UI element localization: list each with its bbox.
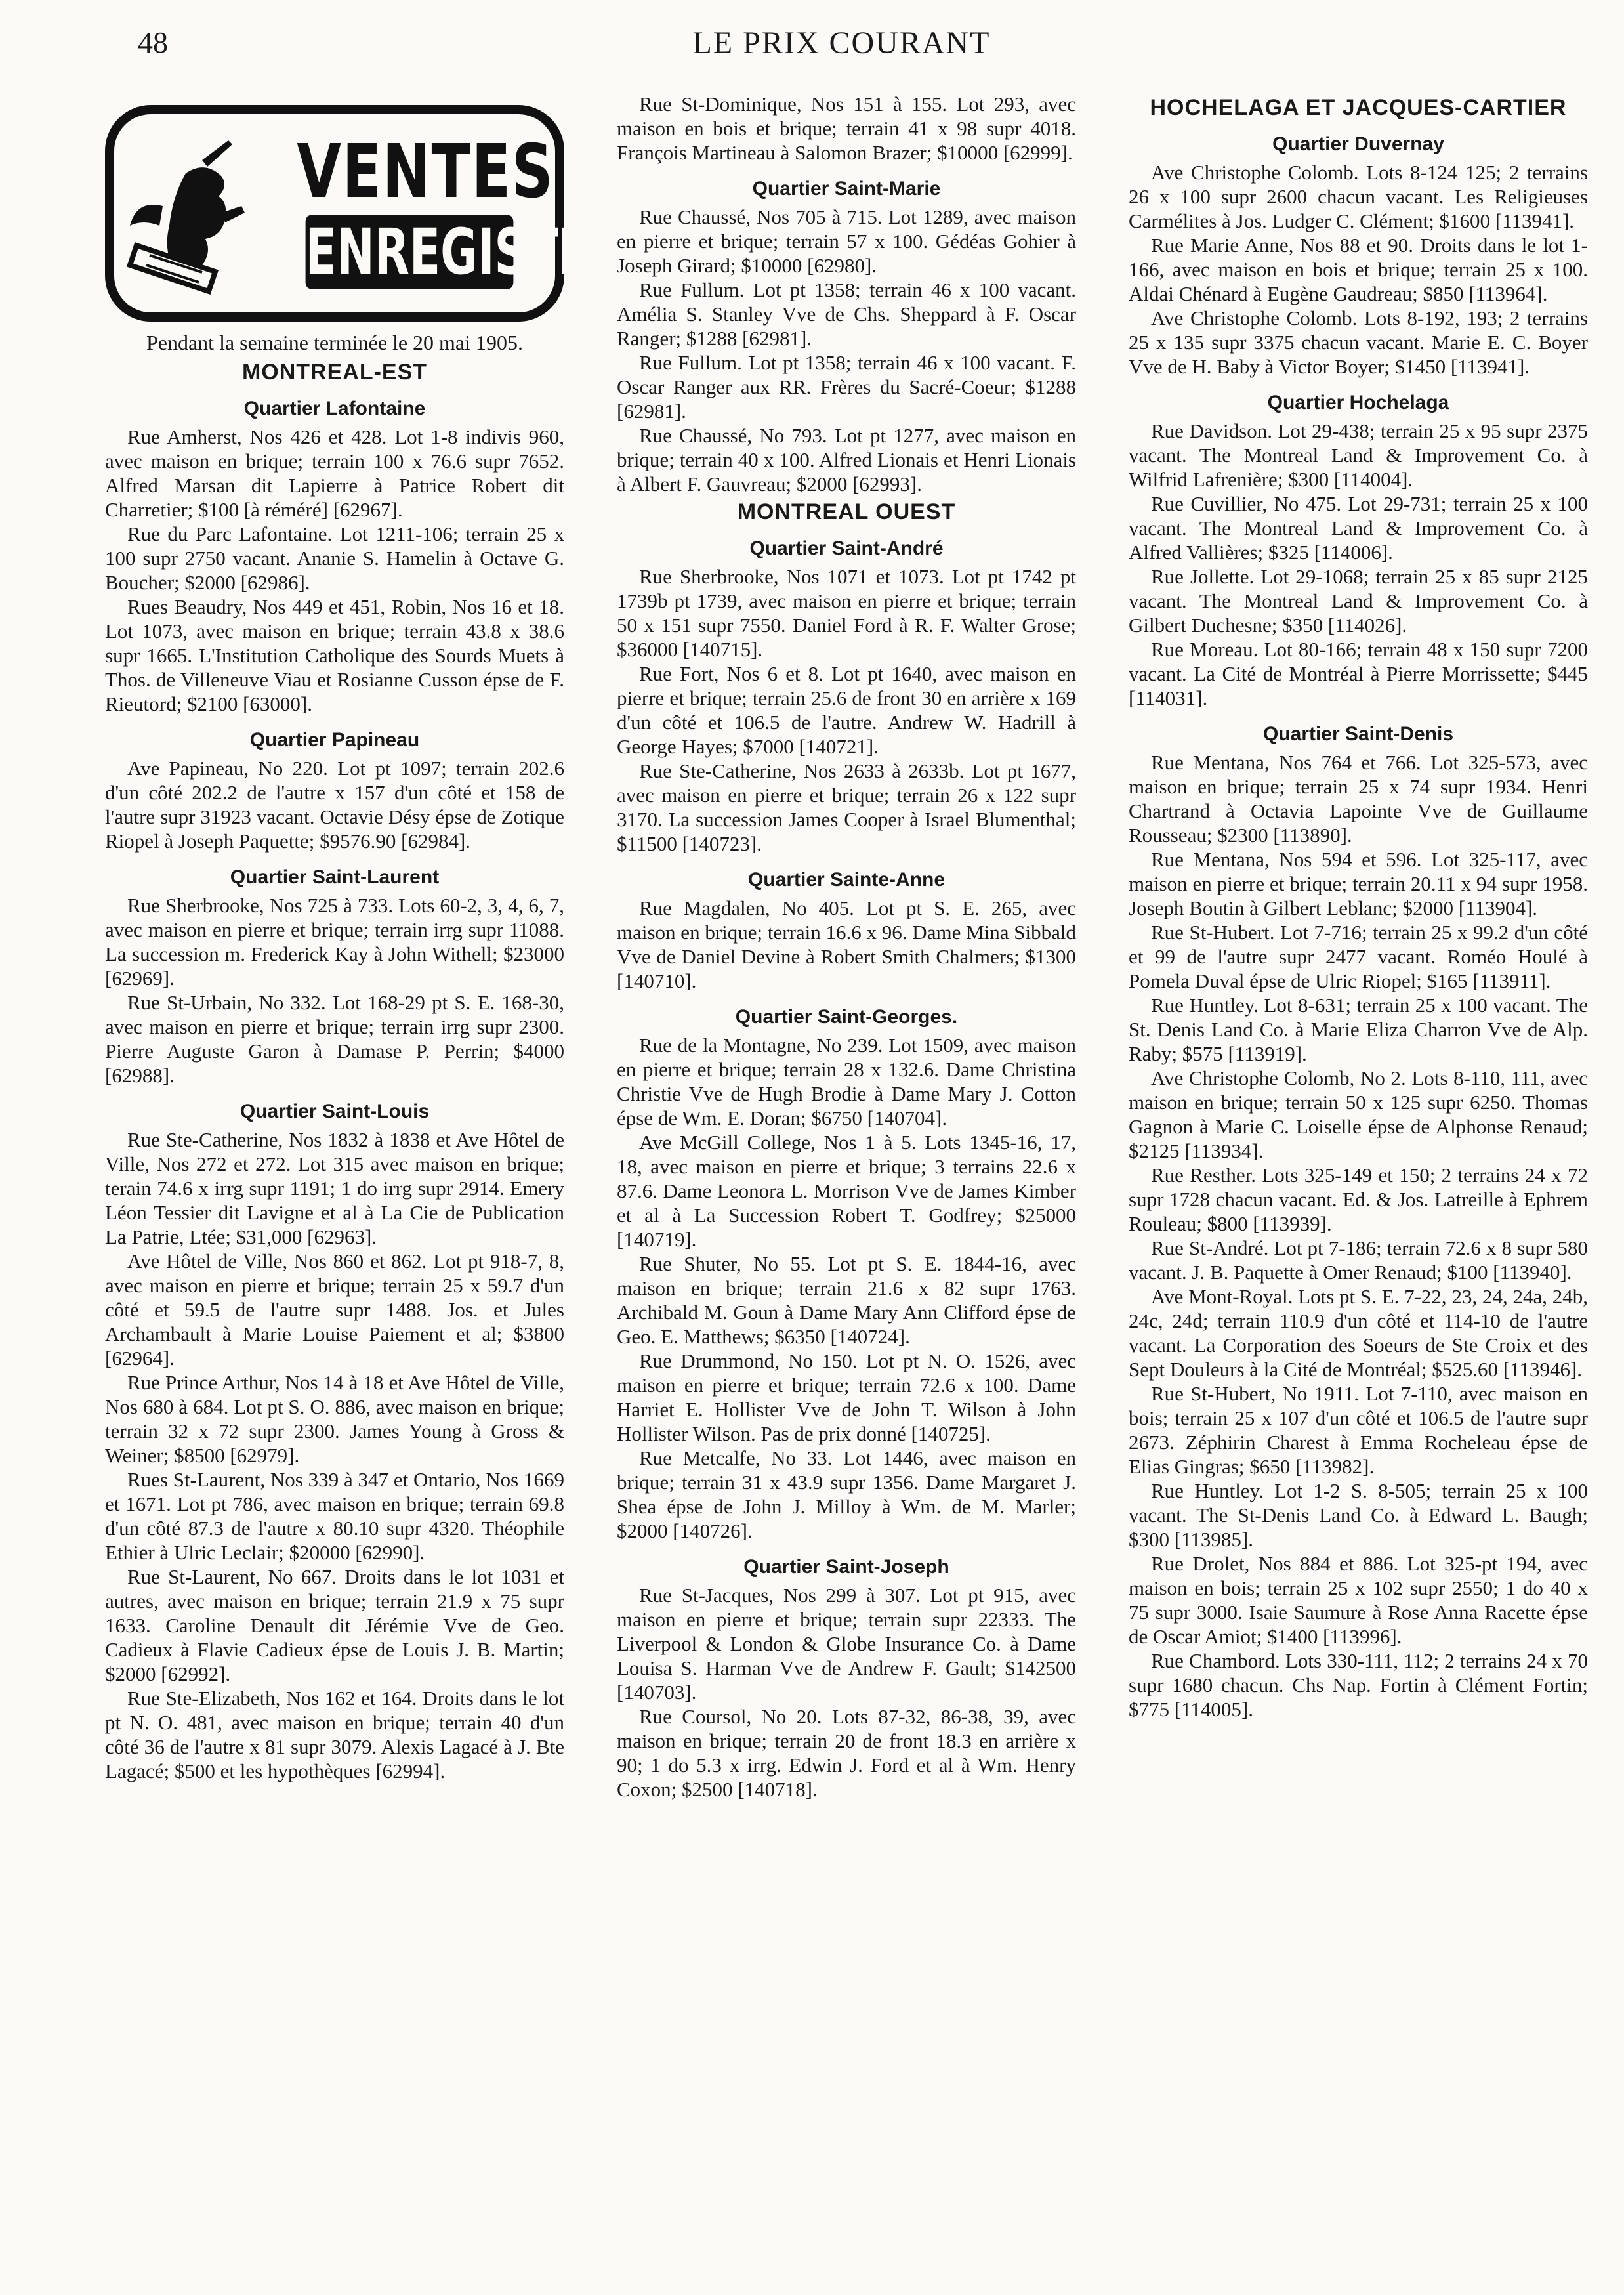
district-heading: HOCHELAGA ET JACQUES-CARTIER xyxy=(1150,95,1567,120)
sale-entry: Rue Mentana, Nos 594 et 596. Lot 325-117, avec maison en pierre et brique; terrain 20.11 x 94 supr 1958. Joseph Boutin à Gilbert Leblanc; $2000 [113904]. xyxy=(1129,848,1588,919)
sale-entry: Rue Ste-Catherine, Nos 2633 à 2633b. Lot pt 1677, avec maison en pierre et brique; terrain 26 x 122 supr 3170. La succession James Cooper à Israel Blumenthal; $11500 [140723]. xyxy=(617,759,1076,855)
district-heading: MONTREAL OUEST xyxy=(737,499,956,524)
logo-line-enregistrees: ENREGISTRÉES xyxy=(305,215,688,289)
quarter-heading: Quartier Sainte-Anne xyxy=(747,869,946,891)
quarter-heading: Quartier Saint-André xyxy=(749,537,944,559)
sale-entry: Rue Ste-Elizabeth, Nos 162 et 164. Droits dans le lot pt N. O. 481, avec maison en brique; terrain 40 d'un côté 36 de l'autre x 81 supr 3079. Alexis Lagacé à J. Bte Lagacé; $500 et les hypothèques [62994]. xyxy=(105,1687,564,1782)
sale-entry: Ave Christophe Colomb, No 2. Lots 8-110, 111, avec maison en brique; terrain 50 x 125 supr 6250. Thomas Gagnon à Marie C. Loiselle épse de Alphonse Renaud; $2125 [113934]. xyxy=(1129,1066,1588,1162)
sale-entry: Rue St-Urbain, No 332. Lot 168-29 pt S. E. 168-30, avec maison en pierre et brique; terrain irrg supr 2300. Pierre Auguste Garon à Damase P. Perrin; $4000 [62988]. xyxy=(105,991,564,1087)
sale-entry: Rue Mentana, Nos 764 et 766. Lot 325-573, avec maison en brique; terrain 25 x 74 supr 1934. Henri Chartrand à Octavia Lapointe Vve de Guillaume Rousseau; $2300 [113890]. xyxy=(1129,751,1588,847)
page-header xyxy=(112,12,1572,64)
sale-entry: Rue Fort, Nos 6 et 8. Lot pt 1640, avec maison en pierre et brique; terrain 25.6 de front 30 en arrière x 169 d'un côté et 106.5 de l'autre. Andrew W. Hadrill à George Hayes; $7000 [140721]. xyxy=(617,662,1076,758)
ventes-enregistrees-logo xyxy=(105,105,688,322)
sale-entry: Rue Drummond, No 150. Lot pt N. O. 1526, avec maison en pierre et brique; terrain 72.6 x 100. Dame Harriet E. Hollister Vve de John T. Wilson à John Hollister Wilson. Pas de prix donné [140725]. xyxy=(617,1349,1076,1445)
quarter-heading: Quartier Saint-Marie xyxy=(752,178,941,200)
column-1-entries xyxy=(105,360,564,1783)
sale-entry: Rue Resther. Lots 325-149 et 150; 2 terrains 24 x 72 supr 1728 chacun vacant. Ed. & Jos. Latreille à Ephrem Rouleau; $800 [113939]. xyxy=(1129,1164,1588,1235)
sale-entry: Rue Chaussé, No 793. Lot pt 1277, avec maison en brique; terrain 40 x 100. Alfred Lionais et Henri Lionais à Albert F. Gauvreau; $2000 [62993]. xyxy=(617,424,1076,495)
sale-entry: Rue Prince Arthur, Nos 14 à 18 et Ave Hôtel de Ville, Nos 680 à 684. Lot pt S. O. 886, avec maison en brique; terrain 32 x 72 supr 2300. James Young à Gross & Weiner; $8500 [62979]. xyxy=(105,1371,564,1467)
sale-entry: Ave Christophe Colomb. Lots 8-124 125; 2 terrains 26 x 100 supr 2600 chacun vacant. Les Religieuses Carmélites à Jos. Ludger C. Clément; $1600 [113941]. xyxy=(1129,161,1588,232)
logo-line-ventes: VENTES xyxy=(297,129,554,215)
quarter-heading: Quartier Hochelaga xyxy=(1267,392,1449,413)
column-3-entries xyxy=(1129,96,1588,1721)
quarter-heading: Quartier Duvernay xyxy=(1272,133,1444,155)
sale-entry: Rue Chambord. Lots 330-111, 112; 2 terrains 24 x 70 supr 1680 chacun. Chs Nap. Fortin à Clément Fortin; $775 [114005]. xyxy=(1129,1649,1588,1721)
sale-entry: Rue Amherst, Nos 426 et 428. Lot 1-8 indivis 960, avec maison en brique; terrain 100 x 76.6 supr 7652. Alfred Marsan dit Lapierre à Patrice Robert dit Charretier; $100 [à réméré] [62967]. xyxy=(105,425,564,521)
quarter-heading: Quartier Papineau xyxy=(249,729,420,751)
sale-entry: Rues St-Laurent, Nos 339 à 347 et Ontario, Nos 1669 et 1671. Lot pt 786, avec maison en brique; terrain 69.8 d'un côté 87.3 de l'autre x 80.10 supr 4320. Théophile Ethier à Ulric Leclair; $20000 [62990]. xyxy=(105,1468,564,1564)
quarter-heading: Quartier Lafontaine xyxy=(243,398,426,419)
sale-entry: Rue Davidson. Lot 29-438; terrain 25 x 95 supr 2375 vacant. The Montreal Land & Improvement Co. à Wilfrid Lafrenière; $300 [114004]. xyxy=(1129,419,1588,491)
sale-entry: Rue Shuter, No 55. Lot pt S. E. 1844-16, avec maison en brique; terrain 21.6 x 82 supr 1763. Archibald M. Goun à Dame Mary Ann Clifford épse de Geo. E. Matthews; $6350 [140724]. xyxy=(617,1252,1076,1348)
sale-entry: Rue Fullum. Lot pt 1358; terrain 46 x 100 vacant. F. Oscar Ranger aux RR. Frères du Sacré-Coeur; $1288 [62981]. xyxy=(617,351,1076,423)
quill-writer-icon xyxy=(123,134,255,305)
quarter-heading: Quartier Saint-Joseph xyxy=(743,1556,949,1578)
sale-entry: Rue St-Jacques, Nos 299 à 307. Lot pt 915, avec maison en pierre et brique; terrain supr 22333. The Liverpool & London & Globe Insurance Co. à Dame Louisa S. Harman Vve de Andrew F. Gault; $142500 [140703]. xyxy=(617,1584,1076,1704)
sale-entry: Rue Sherbrooke, Nos 1071 et 1073. Lot pt 1742 pt 1739b pt 1739, avec maison en pierre et brique; terrain 50 x 151 supr 7550. Daniel Ford à R. F. Walter Grose; $36000 [140715]. xyxy=(617,565,1076,661)
sale-entry: Rue St-Laurent, No 667. Droits dans le lot 1031 et autres, avec maison en brique; terrain 21.9 x 75 supr 1633. Caroline Denault dit Jérémie Vve de Geo. Cadieux à Flavie Cadieux épse de Louis J. B. Martin; $2000 [62992]. xyxy=(105,1565,564,1685)
page-columns xyxy=(105,92,1621,2284)
sale-entry: Ave McGill College, Nos 1 à 5. Lots 1345-16, 17, 18, avec maison en pierre et brique; 3 terrains 22.6 x 87.6. Dame Leonora L. Morrison Vve de James Kimber et al à La Succession Robert T. Godfrey; $25000 [140719]. xyxy=(617,1131,1076,1251)
sale-entry: Rue Chaussé, Nos 705 à 715. Lot 1289, avec maison en pierre et brique; terrain 57 x 100. Gédéas Gohier à Joseph Girard; $10000 [62980]. xyxy=(617,205,1076,277)
column-2 xyxy=(617,92,1076,1801)
week-intro: Pendant la semaine terminée le 20 mai 1905. xyxy=(146,331,524,354)
sale-entry: Rue Metcalfe, No 33. Lot 1446, avec maison en brique; terrain 31 x 43.9 supr 1356. Dame Margaret J. Shea épse de John J. Milloy à Wm. de M. Marler; $2000 [140726]. xyxy=(617,1446,1076,1542)
column-1 xyxy=(105,92,688,1783)
column-3 xyxy=(1129,92,1588,1721)
sale-entry: Ave Christophe Colomb. Lots 8-192, 193; 2 terrains 25 x 135 supr 3375 chacun vacant. Marie E. C. Boyer Vve de H. Baby à Victor Boyer; $1450 [113941]. xyxy=(1129,306,1588,378)
sale-entry: Rue St-André. Lot pt 7-186; terrain 72.6 x 8 supr 580 vacant. J. B. Paquette à Omer Renaud; $100 [113940]. xyxy=(1129,1236,1588,1284)
logo-text xyxy=(265,129,688,289)
page-number: 48 xyxy=(138,26,168,59)
sale-entry: Rues Beaudry, Nos 449 et 451, Robin, Nos 16 et 18. Lot 1073, avec maison en brique; terrain 43.8 x 38.6 supr 1665. L'Institution Catholique des Sourds Muets à Thos. de Villeneuve Viau et Rosianne Cusson épse de F. Rieutord; $2100 [63000]. xyxy=(105,595,564,715)
sale-entry: Ave Hôtel de Ville, Nos 860 et 862. Lot pt 918-7, 8, avec maison en pierre et brique; terrain 25 x 59.7 d'un côté et 59.5 de l'autre supr 1488. Jos. et Jules Archambault à Marie Louise Paiement et al; $3800 [62964]. xyxy=(105,1250,564,1370)
sale-entry: Rue Drolet, Nos 884 et 886. Lot 325-pt 194, avec maison en bois; terrain 25 x 102 supr 2550; 1 do 40 x 75 supr 3000. Isaie Saumure à Rose Anna Racette épse de Oscar Amiot; $1400 [113996]. xyxy=(1129,1552,1588,1648)
sale-entry: Rue St-Dominique, Nos 151 à 155. Lot 293, avec maison en bois et brique; terrain 41 x 98 supr 4018. François Martineau à Salomon Brazer; $10000 [62999]. xyxy=(617,93,1076,164)
sale-entry: Rue de la Montagne, No 239. Lot 1509, avec maison en pierre et brique; terrain 28 x 132.6. Dame Christina Christie Vve de Hugh Brodie à Dame Mary J. Cotton épse de Wm. E. Doran; $6750 [140704]. xyxy=(617,1034,1076,1129)
quarter-heading: Quartier Saint-Laurent xyxy=(230,866,440,888)
sale-entry: Rue Cuvillier, No 475. Lot 29-731; terrain 25 x 100 vacant. The Montreal Land & Improvement Co. à Alfred Vallières; $325 [114006]. xyxy=(1129,492,1588,564)
sale-entry: Rue Huntley. Lot 8-631; terrain 25 x 100 vacant. The St. Denis Land Co. à Marie Eliza Charron Vve de Alp. Raby; $575 [113919]. xyxy=(1129,994,1588,1065)
sale-entry: Ave Mont-Royal. Lots pt S. E. 7-22, 23, 24, 24a, 24b, 24c, 24d; terrain 110.9 d'un côté et 114-10 de l'autre vacant. La Corporation des Soeurs de Ste Croix et des Sept Douleurs à la Cité de Montréal; $525.60 [113946]. xyxy=(1129,1285,1588,1381)
sale-entry: Rue Sherbrooke, Nos 725 à 733. Lots 60-2, 3, 4, 6, 7, avec maison en pierre et brique; terrain irrg supr 11088. La succession m. Frederick Kay à John Withell; $23000 [62969]. xyxy=(105,894,564,990)
district-heading: MONTREAL-EST xyxy=(241,360,428,385)
sale-entry: Rue Huntley. Lot 1-2 S. 8-505; terrain 25 x 100 vacant. The St-Denis Land Co. à Edward L. Baugh; $300 [113985]. xyxy=(1129,1479,1588,1551)
column-2-entries xyxy=(617,92,1076,1801)
sale-entry: Rue Fullum. Lot pt 1358; terrain 46 x 100 vacant. Amélia S. Stanley Vve de Chs. Sheppard à F. Oscar Ranger; $1288 [62981]. xyxy=(617,278,1076,350)
sale-entry: Rue St-Hubert. Lot 7-716; terrain 25 x 99.2 d'un côté et 99 de l'autre supr 2477 vacant. Roméo Houlé à Pomela Duval épse de Ulric Riopel; $165 [113911]. xyxy=(1129,921,1588,992)
sale-entry: Rue St-Hubert, No 1911. Lot 7-110, avec maison en bois; terrain 25 x 107 d'un côté et 106.5 de l'autre supr 2673. Zéphirin Charest à Emma Rocheleau épse de Elias Gingras; $650 [113982]. xyxy=(1129,1382,1588,1478)
sale-entry: Rue Moreau. Lot 80-166; terrain 48 x 150 supr 7200 vacant. La Cité de Montréal à Pierre Morrissette; $445 [114031]. xyxy=(1129,638,1588,709)
sale-entry: Rue Jollette. Lot 29-1068; terrain 25 x 85 supr 2125 vacant. The Montreal Land & Improvement Co. à Gilbert Duchesne; $350 [114026]. xyxy=(1129,565,1588,637)
sale-entry: Rue Coursol, No 20. Lots 87-32, 86-38, 39, avec maison en brique; terrain 20 de front 18.3 en arrière x 90; 1 do 5.3 x irrg. Edwin J. Ford et al à Wm. Henry Coxon; $2500 [140718]. xyxy=(617,1705,1076,1801)
sale-entry: Rue du Parc Lafontaine. Lot 1211-106; terrain 25 x 100 supr 2750 vacant. Ananie S. Hamelin à Octave G. Boucher; $2000 [62986]. xyxy=(105,522,564,594)
sale-entry: Ave Papineau, No 220. Lot pt 1097; terrain 202.6 d'un côté 202.2 de l'autre x 157 d'un côté et 158 de l'autre supr 31923 vacant. Octavie Désy épse de Zotique Riopel à Joseph Paquette; $9576.90 [62984]. xyxy=(105,757,564,853)
sale-entry: Rue Magdalen, No 405. Lot pt S. E. 265, avec maison en brique; terrain 16.6 x 96. Dame Mina Sibbald Vve de Daniel Devine à Robert Smith Chalmers; $1300 [140710]. xyxy=(617,896,1076,992)
journal-title: LE PRIX COURANT xyxy=(692,26,991,60)
quarter-heading: Quartier Saint-Denis xyxy=(1262,723,1454,745)
sale-entry: Rue Marie Anne, Nos 88 et 90. Droits dans le lot 1-166, avec maison en bois et brique; terrain 25 x 100. Aldai Chénard à Eugène Gaudreau; $850 [113964]. xyxy=(1129,234,1588,305)
quarter-heading: Quartier Saint-Louis xyxy=(239,1101,430,1122)
sale-entry: Rue Ste-Catherine, Nos 1832 à 1838 et Ave Hôtel de Ville, Nos 272 et 272. Lot 315 avec maison en brique; terain 74.6 x irrg supr 1191; 1 do irrg supr 2914. Emery Léon Tessier dit Lavigne et al à La Cie de Publication La Patrie, Ltée; $31,000 [62963]. xyxy=(105,1128,564,1248)
quarter-heading: Quartier Saint-Georges. xyxy=(735,1006,958,1028)
